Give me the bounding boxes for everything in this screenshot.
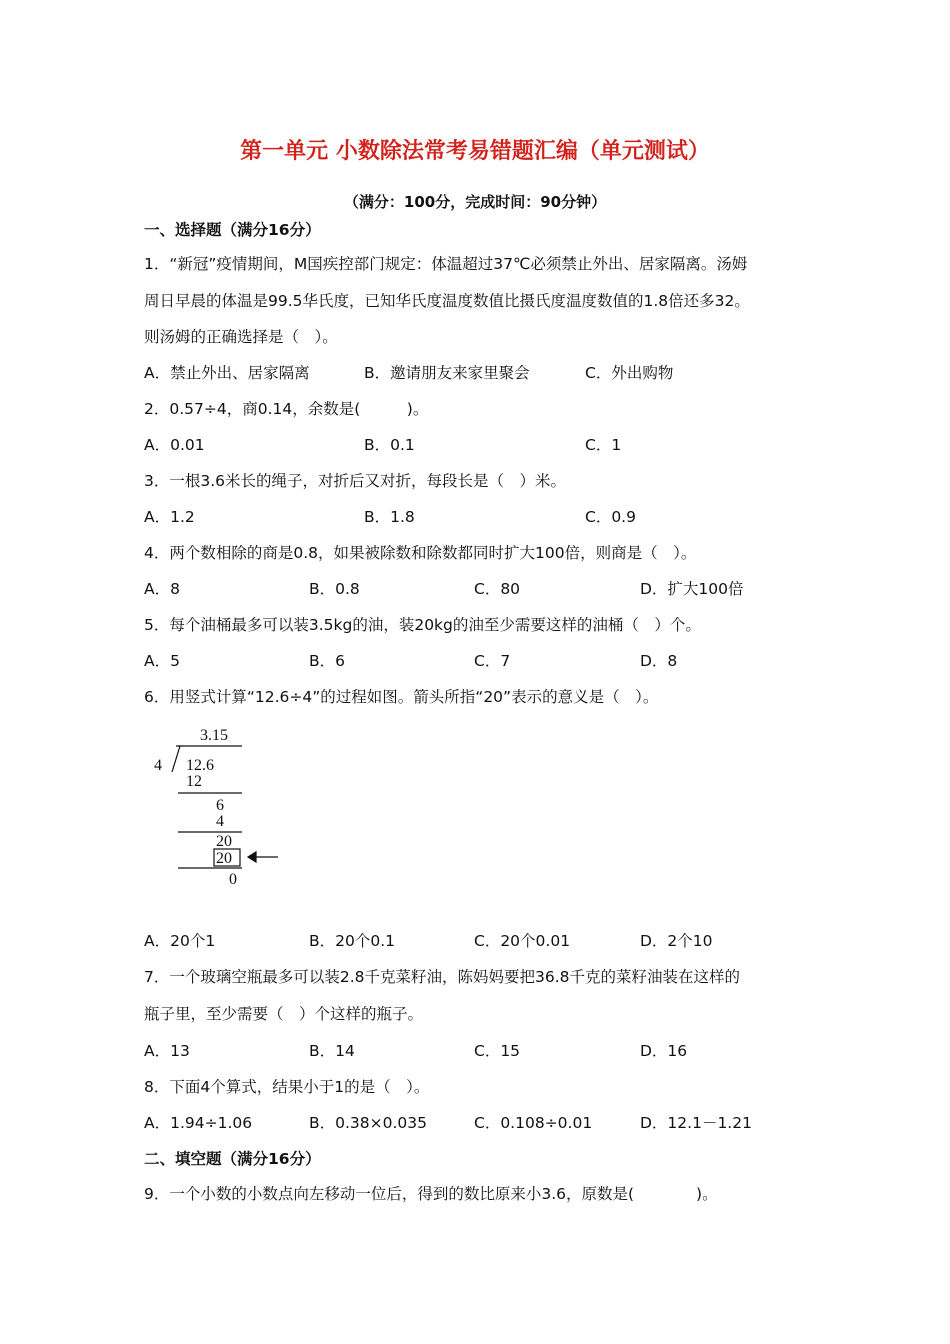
question-2-line-1: 2．0.57÷4，商0.14，余数是( )。 xyxy=(144,400,429,418)
section-heading-fill: 二、填空题（满分16分） xyxy=(144,1150,321,1168)
question-5-option-b[interactable]: B．6 xyxy=(309,652,345,670)
question-8-option-b[interactable]: B．0.38×0.035 xyxy=(309,1114,428,1132)
division-bracket xyxy=(172,746,180,772)
division-step-5: 20 xyxy=(216,850,232,867)
question-8-line-1: 8．下面4个算式，结果小于1的是（ ）。 xyxy=(144,1078,430,1096)
question-7-line-1: 7．一个玻璃空瓶最多可以装2.8千克菜籽油，陈妈妈要把36.8千克的菜籽油装在这样的 xyxy=(144,968,741,986)
page-subtitle: （满分：100分，完成时间：90分钟） xyxy=(343,193,607,211)
question-3-option-c[interactable]: C．0.9 xyxy=(585,508,636,526)
question-1-option-c[interactable]: C．外出购物 xyxy=(585,364,674,382)
division-step-4: 20 xyxy=(216,833,232,850)
question-1-option-a[interactable]: A．禁止外出、居家隔离 xyxy=(144,364,310,382)
arrow-head-icon xyxy=(248,852,256,862)
question-1-line-2: 周日早晨的体温是99.5华氏度，已知华氏度温度数值比摄氏度温度数值的1.8倍还多32。 xyxy=(144,292,750,310)
question-6-line-1: 6．用竖式计算“12.6÷4”的过程如图。箭头所指“20”表示的意义是（ ）。 xyxy=(144,688,659,706)
question-5-option-a[interactable]: A．5 xyxy=(144,652,180,670)
division-dividend: 12.6 xyxy=(186,757,214,774)
long-division-figure xyxy=(150,722,290,892)
question-4-option-d[interactable]: D．扩大100倍 xyxy=(640,580,744,598)
question-6-option-c[interactable]: C．20个0.01 xyxy=(474,932,571,950)
section-heading-choice: 一、选择题（满分16分） xyxy=(144,221,321,239)
question-1-line-1: 1．“新冠”疫情期间，M国疾控部门规定：体温超过37℃必须禁止外出、居家隔离。汤姆 xyxy=(144,255,748,273)
question-8-option-a[interactable]: A．1.94÷1.06 xyxy=(144,1114,253,1132)
division-divisor: 4 xyxy=(154,757,162,774)
question-7-option-a[interactable]: A．13 xyxy=(144,1042,190,1060)
question-2-option-c[interactable]: C．1 xyxy=(585,436,622,454)
question-3-option-b[interactable]: B．1.8 xyxy=(364,508,415,526)
question-7-option-b[interactable]: B．14 xyxy=(309,1042,355,1060)
question-6-option-d[interactable]: D．2个10 xyxy=(640,932,713,950)
long-division-svg xyxy=(150,722,290,892)
question-9-line-1: 9．一个小数的小数点向左移动一位后，得到的数比原来小3.6，原数是( )。 xyxy=(144,1185,718,1203)
question-7-option-d[interactable]: D．16 xyxy=(640,1042,688,1060)
question-5-option-d[interactable]: D．8 xyxy=(640,652,678,670)
question-7-line-2: 瓶子里，至少需要（ ）个这样的瓶子。 xyxy=(144,1005,424,1023)
division-quotient: 3.15 xyxy=(200,727,228,744)
question-5-line-1: 5．每个油桶最多可以装3.5kg的油，装20kg的油至少需要这样的油桶（ ）个。 xyxy=(144,616,701,634)
question-4-option-b[interactable]: B．0.8 xyxy=(309,580,360,598)
question-2-option-b[interactable]: B．0.1 xyxy=(364,436,415,454)
question-8-option-c[interactable]: C．0.108÷0.01 xyxy=(474,1114,593,1132)
question-4-line-1: 4．两个数相除的商是0.8，如果被除数和除数都同时扩大100倍，则商是（ ）。 xyxy=(144,544,697,562)
question-6-option-a[interactable]: A．20个1 xyxy=(144,932,216,950)
question-8-option-d[interactable]: D．12.1－1.21 xyxy=(640,1114,752,1132)
question-1-line-3: 则汤姆的正确选择是（ ）。 xyxy=(144,328,338,346)
division-step-2: 6 xyxy=(216,797,224,814)
question-4-option-a[interactable]: A．8 xyxy=(144,580,180,598)
question-1-option-b[interactable]: B．邀请朋友来家里聚会 xyxy=(364,364,530,382)
question-5-option-c[interactable]: C．7 xyxy=(474,652,511,670)
page-title: 第一单元 小数除法常考易错题汇编（单元测试） xyxy=(240,139,710,164)
question-6-option-b[interactable]: B．20个0.1 xyxy=(309,932,396,950)
question-2-option-a[interactable]: A．0.01 xyxy=(144,436,205,454)
question-4-option-c[interactable]: C．80 xyxy=(474,580,521,598)
division-step-1: 12 xyxy=(186,773,202,790)
division-step-3: 4 xyxy=(216,813,224,830)
question-3-line-1: 3．一根3.6米长的绳子，对折后又对折，每段长是（ ）米。 xyxy=(144,472,567,490)
question-3-option-a[interactable]: A．1.2 xyxy=(144,508,195,526)
division-step-6: 0 xyxy=(229,871,237,888)
question-7-option-c[interactable]: C．15 xyxy=(474,1042,521,1060)
